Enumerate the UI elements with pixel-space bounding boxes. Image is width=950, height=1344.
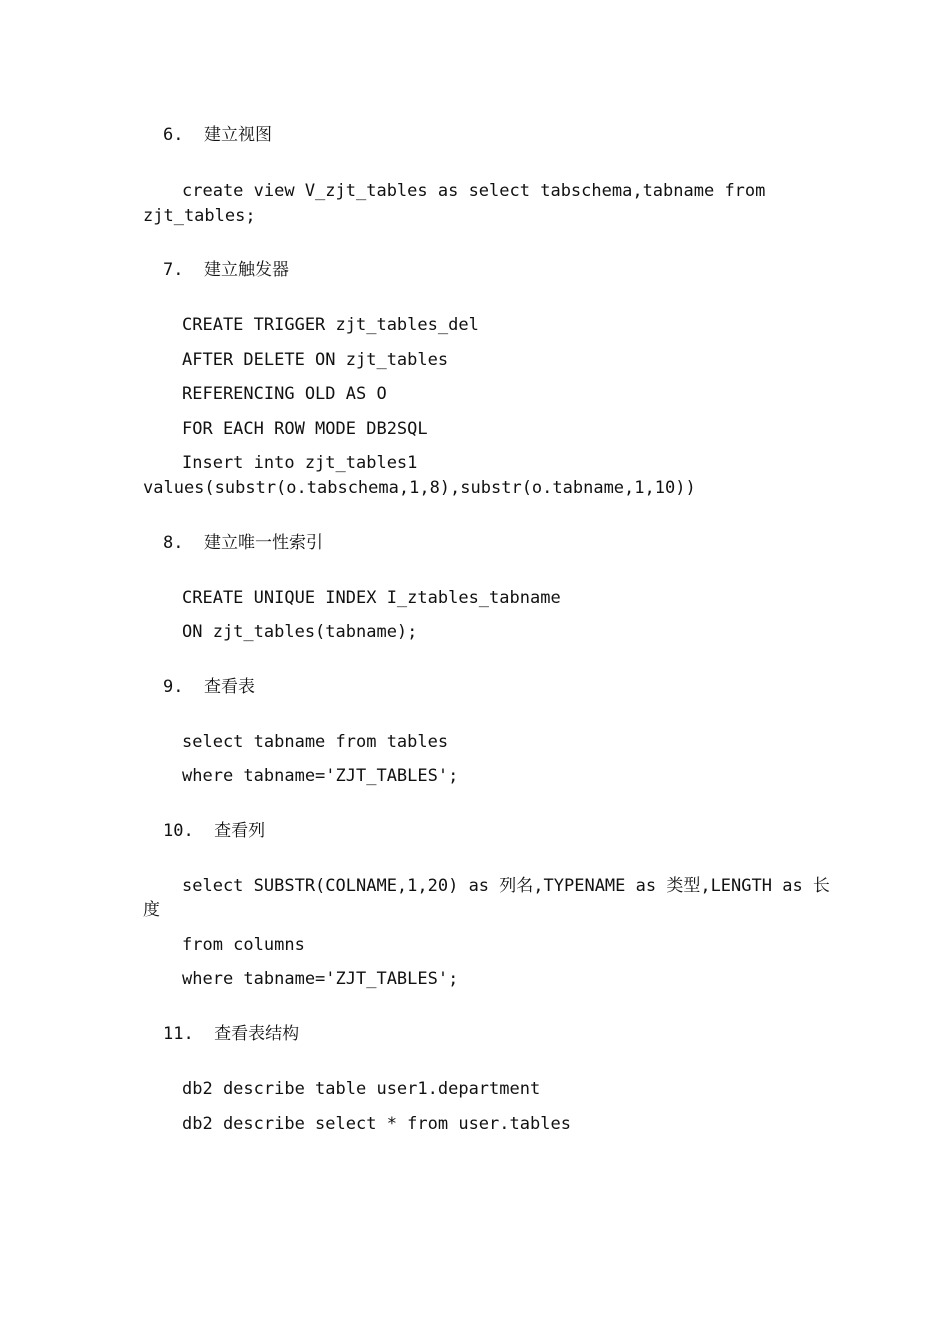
- section-9-line-1: select tabname from tables: [182, 732, 449, 752]
- section-10-line-2: 度: [143, 900, 160, 920]
- section-8-line-2: ON zjt_tables(tabname);: [182, 622, 418, 642]
- section-9-line-2: where tabname='ZJT_TABLES';: [182, 766, 459, 786]
- section-6-line-1: create view V_zjt_tables as select tabschema,tabname from: [182, 181, 766, 201]
- section-10-line-3: from columns: [182, 935, 305, 955]
- section-8-line-1: CREATE UNIQUE INDEX I_ztables_tabname: [182, 588, 561, 608]
- section-11-heading: 11. 查看表结构: [163, 1024, 300, 1044]
- section-7-heading: 7. 建立触发器: [163, 260, 289, 280]
- section-6-line-2: zjt_tables;: [143, 206, 256, 226]
- section-7-line-3: REFERENCING OLD AS O: [182, 384, 387, 404]
- section-7-line-2: AFTER DELETE ON zjt_tables: [182, 350, 449, 370]
- section-10-line-4: where tabname='ZJT_TABLES';: [182, 969, 459, 989]
- section-8-heading: 8. 建立唯一性索引: [163, 533, 323, 553]
- section-6-heading: 6. 建立视图: [163, 125, 272, 145]
- section-11-line-2: db2 describe select * from user.tables: [182, 1114, 571, 1134]
- section-9-heading: 9. 查看表: [163, 677, 255, 697]
- section-10-heading: 10. 查看列: [163, 821, 266, 841]
- section-11-line-1: db2 describe table user1.department: [182, 1079, 541, 1099]
- section-7-line-1: CREATE TRIGGER zjt_tables_del: [182, 315, 479, 335]
- section-7-line-6: values(substr(o.tabschema,1,8),substr(o.tabname,1,10)): [143, 478, 696, 498]
- section-7-line-4: FOR EACH ROW MODE DB2SQL: [182, 419, 428, 439]
- section-7-line-5: Insert into zjt_tables1: [182, 453, 418, 473]
- section-10-line-1: select SUBSTR(COLNAME,1,20) as 列名,TYPENAME as 类型,LENGTH as 长: [182, 876, 830, 896]
